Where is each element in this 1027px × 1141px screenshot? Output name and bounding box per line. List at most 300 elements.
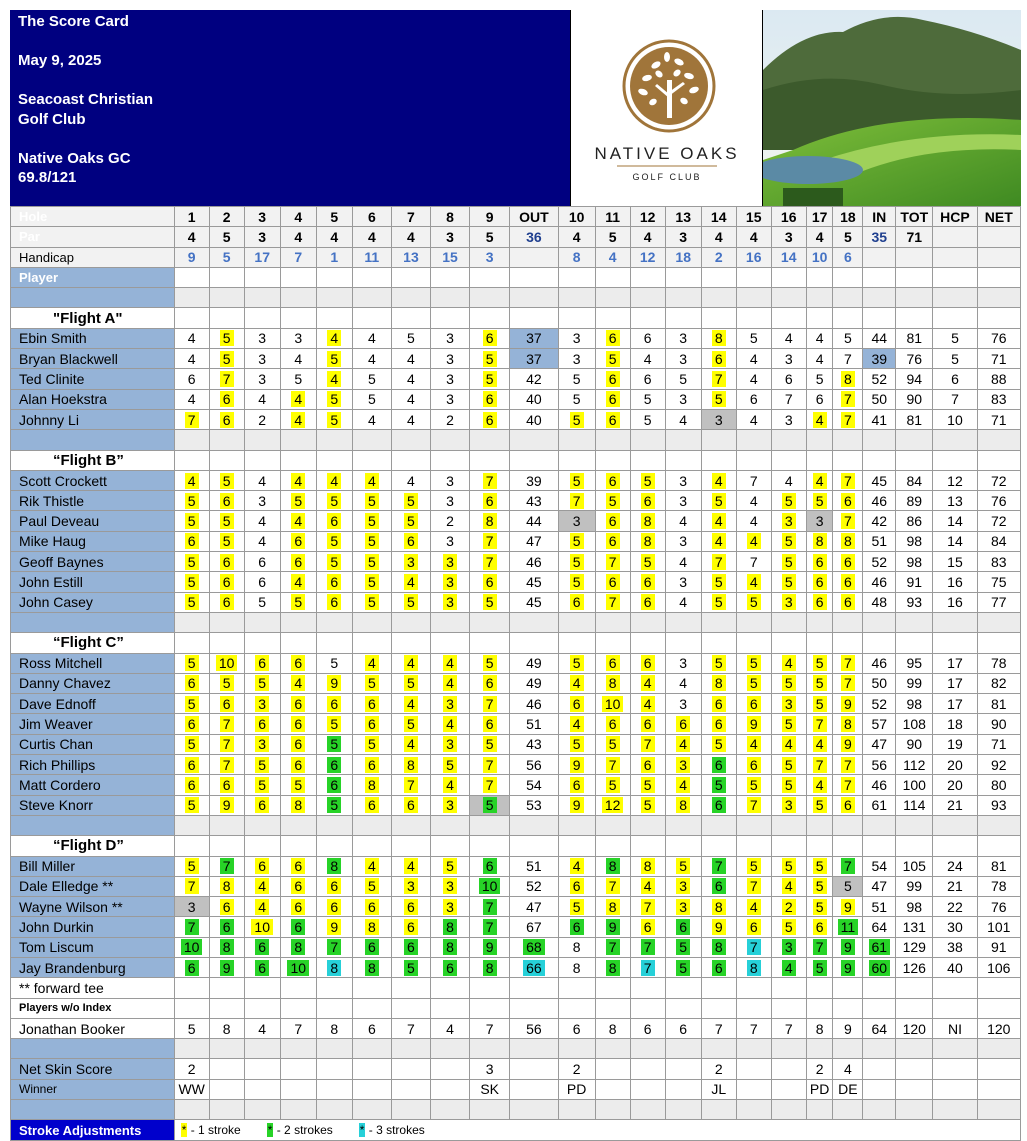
- score-cell: 8: [316, 1018, 352, 1038]
- stroke-mark: 11: [838, 919, 859, 935]
- cell: [977, 612, 1020, 632]
- stroke-mark: 8: [641, 513, 655, 529]
- stroke-mark: 5: [185, 493, 199, 509]
- stroke-mark: 9: [220, 797, 234, 813]
- score-cell: [736, 694, 771, 714]
- score-cell: [806, 531, 833, 551]
- score-cell: 3: [558, 349, 595, 369]
- score-cell: 3: [431, 328, 470, 348]
- stroke-mark: 6: [712, 960, 726, 976]
- stroke-mark: 9: [841, 899, 855, 915]
- stroke-mark: 4: [813, 412, 827, 428]
- forward-tee-note-row: [11, 978, 1021, 998]
- handicap-value: 1: [316, 247, 352, 267]
- handicap-value: 13: [391, 247, 430, 267]
- stroke-mark: 4: [404, 858, 418, 874]
- net-skin-row: [11, 1059, 1021, 1079]
- cell: [244, 633, 280, 653]
- score-cell: 4: [174, 328, 209, 348]
- cell: [701, 267, 736, 287]
- score-cell: 91: [896, 572, 933, 592]
- score-cell: [595, 470, 630, 490]
- spacer-row: [11, 612, 1021, 632]
- score-cell: [391, 897, 430, 917]
- stroke-mark: 6: [255, 797, 269, 813]
- cell: [736, 267, 771, 287]
- score-cell: [736, 917, 771, 937]
- cell: [280, 998, 316, 1018]
- player-row: [11, 369, 1021, 389]
- row-label: [11, 1100, 175, 1120]
- score-cell: [280, 592, 316, 612]
- stroke-mark: 10: [479, 878, 501, 894]
- winner-row: [11, 1079, 1021, 1099]
- score-cell: [806, 572, 833, 592]
- stroke-mark: 6: [327, 696, 341, 712]
- score-cell: [244, 673, 280, 693]
- score-cell: 3: [431, 369, 470, 389]
- cell: [244, 430, 280, 450]
- stroke-mark: 5: [365, 736, 379, 752]
- score-cell: [280, 409, 316, 429]
- stroke-mark: 9: [327, 919, 341, 935]
- score-cell: 2: [431, 511, 470, 531]
- score-cell: [665, 917, 701, 937]
- par-value: 5: [470, 227, 510, 247]
- stroke-mark: 9: [606, 919, 620, 935]
- score-cell: [701, 552, 736, 572]
- cell: [595, 1039, 630, 1059]
- stroke-mark: 6: [291, 554, 305, 570]
- score-cell: 93: [977, 795, 1020, 815]
- score-cell: 4: [736, 369, 771, 389]
- stroke-mark: 9: [712, 919, 726, 935]
- cell: [510, 430, 558, 450]
- score-cell: [352, 937, 391, 957]
- net-skin-value: [244, 1059, 280, 1079]
- stroke-mark: 5: [813, 960, 827, 976]
- par-value: 3: [665, 227, 701, 247]
- score-cell: [558, 572, 595, 592]
- cell: [933, 1039, 977, 1059]
- cell: [209, 308, 244, 328]
- player-row: [11, 552, 1021, 572]
- score-cell: [771, 714, 806, 734]
- score-cell: 98: [896, 531, 933, 551]
- cell: [630, 267, 665, 287]
- stroke-mark: 5: [782, 716, 796, 732]
- cell: [736, 978, 771, 998]
- score-cell: [244, 856, 280, 876]
- stroke-mark: 5: [220, 533, 234, 549]
- winner-initials: [977, 1079, 1020, 1099]
- cell: [352, 308, 391, 328]
- net-skin-value: 2: [174, 1059, 209, 1079]
- score-cell: [280, 694, 316, 714]
- row-label: [11, 612, 175, 632]
- score-cell: [316, 389, 352, 409]
- score-cell: [630, 673, 665, 693]
- score-cell: [595, 491, 630, 511]
- score-cell: 46: [510, 694, 558, 714]
- cell: [431, 430, 470, 450]
- score-cell: [316, 673, 352, 693]
- score-cell: 61: [863, 795, 896, 815]
- player-name: Scott Crockett: [11, 470, 175, 490]
- stroke-mark: 5: [813, 696, 827, 712]
- cell: [665, 978, 701, 998]
- par-label: Par: [11, 227, 175, 247]
- winner-label: Winner: [11, 1079, 175, 1099]
- stroke-mark: 6: [291, 858, 305, 874]
- stroke-mark: 7: [483, 533, 497, 549]
- score-cell: [209, 937, 244, 957]
- player-row: [11, 511, 1021, 531]
- score-cell: 4: [665, 592, 701, 612]
- score-cell: 106: [977, 957, 1020, 977]
- score-cell: [595, 856, 630, 876]
- score-cell: 4: [630, 349, 665, 369]
- cell: [806, 633, 833, 653]
- score-cell: [558, 856, 595, 876]
- score-cell: [630, 572, 665, 592]
- stroke-mark: 8: [443, 919, 457, 935]
- cell: [630, 1039, 665, 1059]
- stroke-mark: 3: [782, 797, 796, 813]
- cell: [280, 1100, 316, 1120]
- stroke-mark: 7: [483, 919, 497, 935]
- cell: [280, 633, 316, 653]
- score-cell: 54: [863, 856, 896, 876]
- stroke-mark: 4: [185, 473, 199, 489]
- stroke-mark: 6: [483, 675, 497, 691]
- par-value: 4: [736, 227, 771, 247]
- score-cell: [431, 714, 470, 734]
- cell: [558, 612, 595, 632]
- stroke-mark: 8: [841, 533, 855, 549]
- stroke-mark: 5: [747, 777, 761, 793]
- player-name: Ebin Smith: [11, 328, 175, 348]
- cell: [391, 267, 430, 287]
- score-cell: [833, 470, 863, 490]
- cell: [431, 612, 470, 632]
- flight-name: “Flight C”: [11, 633, 175, 653]
- player-name: Jay Brandenburg: [11, 957, 175, 977]
- stroke-mark: 8: [841, 716, 855, 732]
- score-cell: [863, 937, 896, 957]
- player-name: Bryan Blackwell: [11, 349, 175, 369]
- forward-tee-note: ** forward tee: [11, 978, 175, 998]
- player-row: [11, 1018, 1021, 1038]
- stroke-mark: 4: [404, 736, 418, 752]
- score-cell: [280, 714, 316, 734]
- stroke-mark: 6: [570, 919, 584, 935]
- net-skin-value: [316, 1059, 352, 1079]
- stroke-mark: 6: [220, 574, 234, 590]
- score-cell: 4: [665, 409, 701, 429]
- cell: [510, 612, 558, 632]
- stroke-mark: 6: [483, 716, 497, 732]
- stroke-mark: 8: [443, 939, 457, 955]
- score-cell: 13: [933, 491, 977, 511]
- stroke-mark: 4: [327, 371, 341, 387]
- stroke-mark: 5: [220, 675, 234, 691]
- cell: [736, 430, 771, 450]
- net-skin-value: 4: [833, 1059, 863, 1079]
- stroke-mark: 7: [606, 939, 620, 955]
- cell: [391, 836, 430, 856]
- cell: [701, 612, 736, 632]
- stroke-mark: 6: [327, 777, 341, 793]
- stroke-mark: 5: [220, 330, 234, 346]
- logo-subtext: GOLF CLUB: [632, 172, 702, 182]
- score-cell: [316, 328, 352, 348]
- score-cell: 5: [352, 389, 391, 409]
- winner-initials: [280, 1079, 316, 1099]
- spacer-row: [11, 430, 1021, 450]
- cell: [209, 1039, 244, 1059]
- stroke-mark: 6: [606, 391, 620, 407]
- par-value: 5: [833, 227, 863, 247]
- stroke-mark: 7: [483, 757, 497, 773]
- cell: [280, 815, 316, 835]
- cell: [316, 978, 352, 998]
- score-cell: 4: [806, 349, 833, 369]
- stroke-mark: 4: [404, 655, 418, 671]
- flight-header-row: [11, 308, 1021, 328]
- score-cell: [391, 734, 430, 754]
- stroke-mark: 5: [712, 777, 726, 793]
- stroke-mark: 6: [185, 777, 199, 793]
- cell: [771, 978, 806, 998]
- score-cell: [771, 572, 806, 592]
- score-cell: [701, 389, 736, 409]
- stroke-mark: 5: [327, 533, 341, 549]
- score-cell: [352, 572, 391, 592]
- handicap-value: 18: [665, 247, 701, 267]
- score-cell: 14: [933, 531, 977, 551]
- score-cell: [470, 937, 510, 957]
- par-value: 4: [806, 227, 833, 247]
- score-cell: 47: [863, 734, 896, 754]
- score-cell: [174, 876, 209, 896]
- score-cell: 56: [863, 755, 896, 775]
- score-cell: [209, 876, 244, 896]
- score-cell: [806, 470, 833, 490]
- score-cell: 83: [977, 552, 1020, 572]
- score-cell: [833, 572, 863, 592]
- winner-initials: SK: [470, 1079, 510, 1099]
- stroke-mark: 6: [606, 412, 620, 428]
- stroke-mark: 5: [185, 594, 199, 610]
- stroke-mark: 6: [483, 330, 497, 346]
- cell: [431, 1039, 470, 1059]
- cell: [863, 430, 896, 450]
- score-cell: [316, 694, 352, 714]
- cell: [431, 1100, 470, 1120]
- score-cell: 30: [933, 917, 977, 937]
- stroke-mark: 8: [327, 858, 341, 874]
- score-cell: [352, 470, 391, 490]
- score-cell: [174, 511, 209, 531]
- stroke-mark: 4: [365, 858, 379, 874]
- stroke-mark: 5: [782, 858, 796, 874]
- net-skin-value: [736, 1059, 771, 1079]
- stroke-mark: 5: [712, 655, 726, 671]
- cell: [470, 430, 510, 450]
- stroke-mark: 6: [841, 594, 855, 610]
- cell: [352, 288, 391, 308]
- score-cell: [209, 511, 244, 531]
- stroke-mark: 6: [365, 899, 379, 915]
- stroke-mark: 8: [606, 960, 620, 976]
- stroke-mark: 10: [602, 696, 624, 712]
- stroke-mark: 9: [841, 939, 855, 955]
- stroke-mark: 5: [404, 493, 418, 509]
- player-name: Steve Knorr: [11, 795, 175, 815]
- cell: [933, 612, 977, 632]
- native-oaks-logo: [570, 10, 763, 206]
- score-cell: [771, 755, 806, 775]
- score-cell: 50: [863, 673, 896, 693]
- score-cell: 8: [209, 1018, 244, 1038]
- score-cell: [316, 511, 352, 531]
- cell: [431, 288, 470, 308]
- stroke-mark: 5: [676, 939, 690, 955]
- cell: [174, 815, 209, 835]
- stroke-mark: 7: [606, 594, 620, 610]
- stroke-mark: 6: [606, 716, 620, 732]
- cell: [510, 308, 558, 328]
- score-cell: [174, 856, 209, 876]
- stroke-mark: 6: [747, 696, 761, 712]
- stroke-mark: 4: [747, 533, 761, 549]
- stroke-mark: 4: [782, 878, 796, 894]
- score-cell: [806, 409, 833, 429]
- cell: [352, 1100, 391, 1120]
- cell: [510, 815, 558, 835]
- score-cell: 3: [174, 897, 209, 917]
- stroke-mark: 6: [291, 919, 305, 935]
- score-cell: 39: [863, 349, 896, 369]
- cell: [431, 978, 470, 998]
- cell: [977, 1100, 1020, 1120]
- stroke-mark: 10: [251, 919, 273, 935]
- cell: [174, 1039, 209, 1059]
- cell: [431, 308, 470, 328]
- row-label: [11, 815, 175, 835]
- score-cell: 8: [558, 957, 595, 977]
- cell: [833, 633, 863, 653]
- score-cell: 44: [863, 328, 896, 348]
- stroke-mark: 5: [747, 655, 761, 671]
- stroke-mark: 66: [523, 960, 545, 976]
- cell: [701, 978, 736, 998]
- cell: [280, 430, 316, 450]
- score-cell: 64: [863, 917, 896, 937]
- legend-marker: *: [181, 1123, 187, 1137]
- cell: [896, 450, 933, 470]
- stroke-mark: 6: [813, 554, 827, 570]
- cell: [665, 836, 701, 856]
- score-cell: [558, 470, 595, 490]
- stroke-mark: 6: [813, 574, 827, 590]
- score-cell: [470, 673, 510, 693]
- stroke-mark: 4: [404, 574, 418, 590]
- cell: [510, 288, 558, 308]
- score-cell: 64: [863, 1018, 896, 1038]
- score-cell: [665, 755, 701, 775]
- score-cell: 51: [863, 897, 896, 917]
- player-header-row: [11, 267, 1021, 287]
- score-cell: 16: [933, 572, 977, 592]
- score-cell: [771, 775, 806, 795]
- score-cell: [391, 775, 430, 795]
- cell: [863, 1039, 896, 1059]
- score-cell: [316, 592, 352, 612]
- score-cell: [510, 937, 558, 957]
- stroke-mark: 6: [365, 939, 379, 955]
- score-cell: 99: [896, 876, 933, 896]
- cell: [863, 450, 896, 470]
- score-cell: [280, 653, 316, 673]
- stroke-mark: 6: [327, 574, 341, 590]
- cell: [736, 1039, 771, 1059]
- cell: [736, 633, 771, 653]
- score-cell: 88: [977, 369, 1020, 389]
- net-skin-value: [863, 1059, 896, 1079]
- stroke-mark: 5: [327, 493, 341, 509]
- score-cell: [701, 531, 736, 551]
- stroke-mark: 5: [185, 655, 199, 671]
- cell: [595, 308, 630, 328]
- stroke-mark: 3: [676, 878, 690, 894]
- stroke-mark: 4: [291, 513, 305, 529]
- cell: [771, 1100, 806, 1120]
- score-cell: 89: [896, 491, 933, 511]
- cell: [431, 633, 470, 653]
- score-cell: 6: [736, 389, 771, 409]
- stroke-mark: 5: [255, 777, 269, 793]
- score-cell: [244, 957, 280, 977]
- score-cell: 22: [933, 897, 977, 917]
- score-cell: [833, 673, 863, 693]
- score-cell: [806, 673, 833, 693]
- stroke-mark: 6: [841, 554, 855, 570]
- score-cell: [244, 653, 280, 673]
- cell: [665, 267, 701, 287]
- score-cell: [174, 734, 209, 754]
- player-row: [11, 957, 1021, 977]
- score-cell: [431, 937, 470, 957]
- stroke-mark: 5: [782, 757, 796, 773]
- stroke-adjustments-label: Stroke Adjustments: [11, 1120, 175, 1140]
- score-cell: [352, 957, 391, 977]
- stroke-mark: 4: [291, 391, 305, 407]
- score-cell: 3: [431, 531, 470, 551]
- cell: [470, 288, 510, 308]
- cell: [806, 430, 833, 450]
- stroke-mark: 9: [841, 736, 855, 752]
- stroke-mark: 5: [404, 960, 418, 976]
- score-cell: 21: [933, 876, 977, 896]
- score-cell: [833, 917, 863, 937]
- stroke-mark: 5: [365, 675, 379, 691]
- score-cell: [470, 775, 510, 795]
- stroke-mark: 7: [606, 554, 620, 570]
- score-cell: 37: [510, 349, 558, 369]
- stroke-mark: 4: [255, 878, 269, 894]
